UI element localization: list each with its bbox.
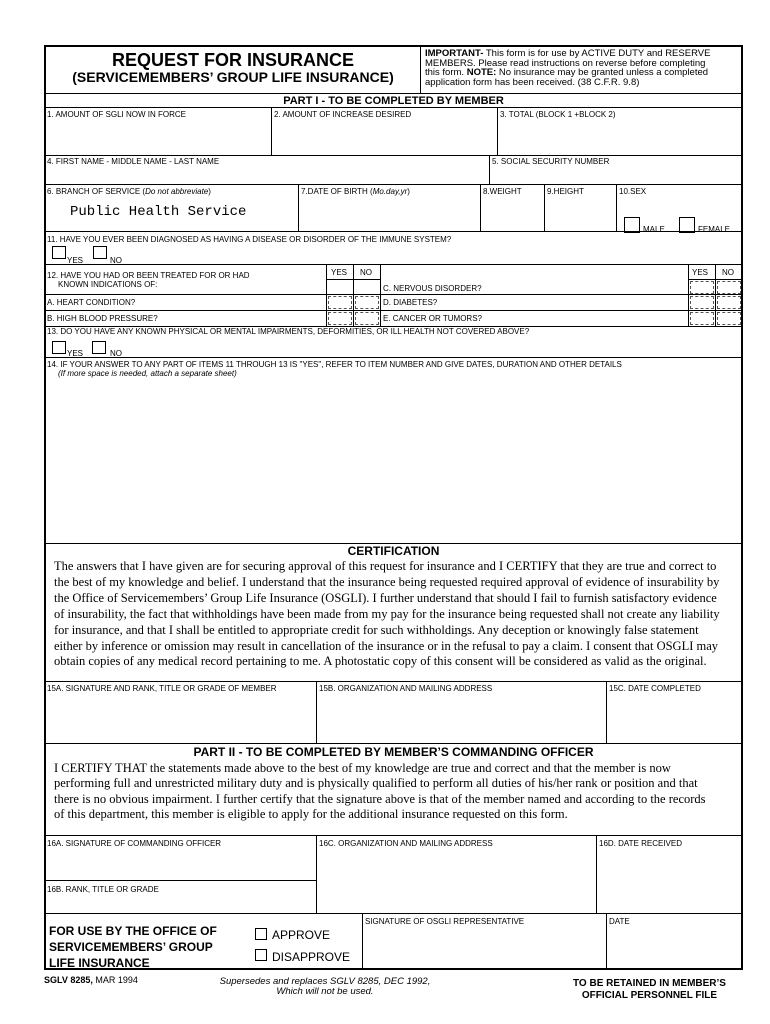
field-4-input[interactable]: [45, 167, 488, 184]
form-subtitle: (SERVICEMEMBERS’ GROUP LIFE INSURANCE): [72, 69, 394, 85]
q12e-yes-checkbox[interactable]: [690, 312, 714, 325]
q12d-label: D. DIABETES?: [383, 298, 438, 307]
approve-label: APPROVE: [272, 928, 331, 942]
field-10-label: 10.SEX: [619, 187, 647, 196]
male-label: MALE: [643, 225, 665, 234]
field-1-input[interactable]: [45, 120, 271, 154]
q12-no-col-left: NO: [360, 268, 372, 277]
important-notice: IMPORTANT- This form is for use by ACTIVE DUTY and RESERVE MEMBERS. Please read instructions on reverse before completing this form. NOTE: No insurance may be granted unless a completed application form has been received. (38 C.F.R. 9.8): [425, 48, 711, 88]
q12e-no-checkbox[interactable]: [717, 312, 741, 325]
field-15a-input[interactable]: [45, 694, 315, 743]
field-16b-input[interactable]: [45, 895, 315, 912]
supersedes-note: Supersedes and replaces SGLV 8285, DEC 1992, Which will not be used.: [219, 976, 431, 997]
disapprove-label: DISAPPROVE: [272, 950, 351, 964]
field-16a-input[interactable]: [45, 849, 315, 879]
q12e-label: E. CANCER OR TUMORS?: [383, 314, 482, 323]
q12-yes-col-right: YES: [692, 268, 709, 277]
question-11: 11. HAVE YOU EVER BEEN DIAGNOSED AS HAVING A DISEASE OR DISORDER OF THE IMMUNE SYSTEM?: [47, 235, 452, 244]
field-7-label: 7.DATE OF BIRTH (Mo.day,yr): [301, 187, 410, 196]
osgli-signature-label: SIGNATURE OF OSGLI REPRESENTATIVE: [365, 917, 525, 926]
field-3-input[interactable]: [498, 120, 742, 154]
q12c-no-checkbox[interactable]: [717, 281, 741, 294]
q12-no-col-right: NO: [722, 268, 734, 277]
q12b-label: B. HIGH BLOOD PRESSURE?: [47, 314, 158, 323]
field-1-label: 1. AMOUNT OF SGLI NOW IN FORCE: [47, 110, 186, 119]
osgli-office-label: FOR USE BY THE OFFICE OF SERVICEMEMBERS’ GROUP LIFE INSURANCE: [49, 924, 217, 970]
field-3-label: 3. TOTAL (BLOCK 1 +BLOCK 2): [500, 110, 616, 119]
part2-title: PART II - TO BE COMPLETED BY MEMBER’S COMMANDING OFFICER: [193, 745, 594, 759]
field-16c-label: 16C. ORGANIZATION AND MAILING ADDRESS: [319, 839, 493, 848]
q12b-no-checkbox[interactable]: [355, 312, 379, 325]
q13-no-label: NO: [110, 349, 122, 358]
field-2-input[interactable]: [272, 120, 496, 154]
q12c-yes-checkbox[interactable]: [690, 281, 714, 294]
field-16a-label: 16A. SIGNATURE OF COMMANDING OFFICER: [47, 839, 222, 848]
important-label: IMPORTANT-: [425, 48, 484, 59]
field-15c-input[interactable]: [607, 694, 742, 743]
field-16b-label: 16B. RANK, TITLE OR GRADE: [47, 885, 159, 894]
q12d-no-checkbox[interactable]: [717, 296, 741, 309]
field-8-label: 8.WEIGHT: [483, 187, 522, 196]
female-label: FEMALE: [698, 225, 731, 234]
question-13: 13. DO YOU HAVE ANY KNOWN PHYSICAL OR MENTAL IMPAIRMENTS, DEFORMITIES, OR ILL HEALTH NOT COVERED ABOVE?: [47, 327, 530, 336]
question-14-note: (If more space is needed, attach a separate sheet): [58, 369, 237, 378]
question-14-details-area[interactable]: [45, 380, 742, 542]
part2-certify-text: I CERTIFY THAT the statements made above to the best of my knowledge are true and correct and that the member is now performing full and unrestricted military duty and is physically qualified to perform all duties of his/her rank or position and that there is no obvious impairment. I further certify that the signature above is that of the member named and according to the records of this department, this member is eligible to apply for the additional insurance requested on this form.: [54, 761, 706, 821]
q13-yes-label: YES: [67, 349, 84, 358]
q12a-no-checkbox[interactable]: [355, 296, 379, 309]
field-16d-label: 16D. DATE RECEIVED: [599, 839, 682, 848]
disapprove-checkbox[interactable]: [255, 949, 267, 961]
field-16c-input[interactable]: [317, 849, 595, 912]
approve-checkbox[interactable]: [255, 928, 267, 940]
certification-text: The answers that I have given are for securing approval of this request for insurance and I CERTIFY that they are true and correct to the best of my knowledge and belief. I understand that the insurance being requested required approval of evidence of insurability by the Office of Servicemembers’ Group Life Insurance (OSGLI). I further understand that should I fail to furnish satisfactory evidence of insurability, the fact that withholdings have been made from my pay for the insurance being requested shall not create any liability for insurance, and that I shall be entitled to appropriate credit for such withholdings. Any deception or knowingly false statement either by inference or omission may result in cancellation of the insurance or in the refusal to pay a claim. I consent that OSGLI may obtain copies of any medical record pertaining to me. A photostatic copy of this consent will be considered as valid as the original.: [54, 559, 720, 669]
q12b-yes-checkbox[interactable]: [328, 312, 352, 325]
field-15a-label: 15A. SIGNATURE AND RANK, TITLE OR GRADE OF MEMBER: [47, 684, 277, 693]
form-number: SGLV 8285, MAR 1994: [44, 975, 138, 985]
osgli-date-label: DATE: [609, 917, 630, 926]
osgli-signature-input[interactable]: [363, 927, 605, 969]
field-15b-input[interactable]: [317, 694, 605, 743]
q13-no-checkbox[interactable]: [92, 341, 106, 354]
q13-yes-checkbox[interactable]: [52, 341, 66, 354]
q11-yes-checkbox[interactable]: [52, 246, 66, 259]
q12a-yes-checkbox[interactable]: [328, 296, 352, 309]
osgli-date-input[interactable]: [607, 927, 742, 969]
q12-yes-col-left: YES: [331, 268, 348, 277]
field-5-input[interactable]: [490, 167, 742, 184]
question-14: 14. IF YOUR ANSWER TO ANY PART OF ITEMS 11 THROUGH 13 IS "YES", REFER TO ITEM NUMBER AND GIVE DATES, DURATION AND OTHER DETAILS: [47, 360, 622, 369]
branch-of-service-value[interactable]: Public Health Service: [70, 204, 247, 220]
field-16d-input[interactable]: [597, 849, 742, 912]
field-15c-label: 15C. DATE COMPLETED: [609, 684, 701, 693]
form-title: REQUEST FOR INSURANCE: [111, 50, 354, 70]
q12a-label: A. HEART CONDITION?: [47, 298, 136, 307]
q11-yes-label: YES: [67, 256, 84, 265]
q11-no-checkbox[interactable]: [93, 246, 107, 259]
field-7-input[interactable]: [299, 197, 479, 230]
field-9-label: 9.HEIGHT: [547, 187, 584, 196]
retention-note: TO BE RETAINED IN MEMBER’S OFFICIAL PERSONNEL FILE: [573, 978, 726, 1001]
q12d-yes-checkbox[interactable]: [690, 296, 714, 309]
field-5-label: 5. SOCIAL SECURITY NUMBER: [492, 157, 610, 166]
q12c-label: C. NERVOUS DISORDER?: [383, 284, 482, 293]
field-9-input[interactable]: [545, 197, 615, 230]
field-6-label: 6. BRANCH OF SERVICE (Do not abbreviate): [47, 187, 211, 196]
field-4-label: 4. FIRST NAME - MIDDLE NAME - LAST NAME: [47, 157, 220, 166]
field-2-label: 2. AMOUNT OF INCREASE DESIRED: [274, 110, 412, 119]
certification-title: CERTIFICATION: [347, 544, 440, 558]
question-12-line2: KNOWN INDICATIONS OF:: [58, 280, 158, 289]
field-8-input[interactable]: [481, 197, 543, 230]
question-12-line1: 12. HAVE YOU HAD OR BEEN TREATED FOR OR HAD: [47, 271, 250, 280]
part1-title: PART I - TO BE COMPLETED BY MEMBER: [283, 95, 504, 107]
field-15b-label: 15B. ORGANIZATION AND MAILING ADDRESS: [319, 684, 493, 693]
q11-no-label: NO: [110, 256, 122, 265]
